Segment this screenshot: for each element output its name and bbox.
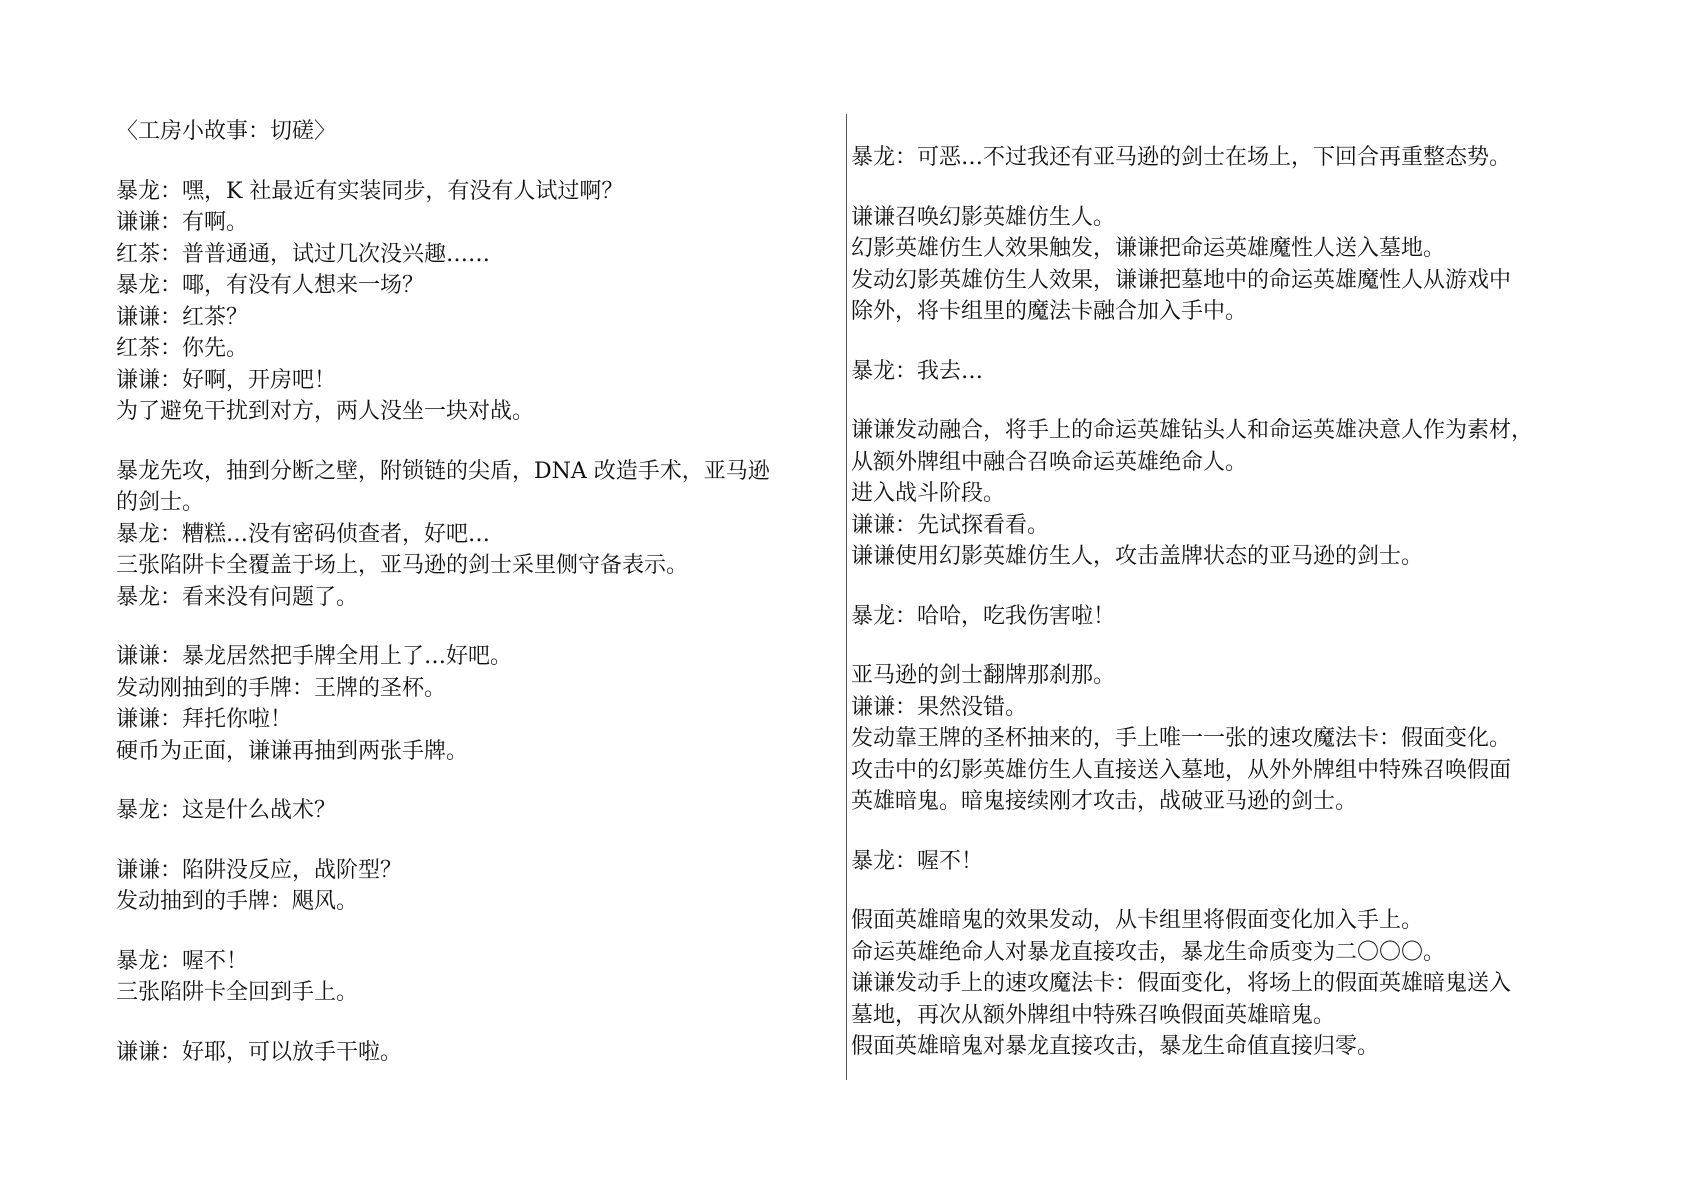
- left-text-line: 三张陷阱卡全覆盖于场上，亚马逊的剑士采里侧守备表示。: [116, 553, 689, 578]
- right-paragraph-gap: [851, 877, 1611, 905]
- left-text-line: 硬币为正面，谦谦再抽到两张手牌。: [116, 738, 469, 764]
- right-text-line: 暴龙：可恶…不过我还有亚马逊的剑士在场上，下回合再重整态势。: [851, 145, 1512, 170]
- right-paragraph-gap: [851, 328, 1611, 356]
- right-text-line: 亚马逊的剑士翻牌那刹那。: [851, 663, 1116, 688]
- right-text-line: 除外，将卡组里的魔法卡融合加入手中。: [851, 299, 1248, 324]
- left-text-line: 的剑士。: [116, 490, 205, 515]
- left-text-line: 发动刚抽到的手牌：王牌的圣杯。: [116, 675, 447, 701]
- left-paragraph-gap: [116, 1009, 836, 1037]
- column-divider: [846, 114, 847, 1080]
- right-text-line: 进入战斗阶段。: [851, 481, 1006, 506]
- right-text-line: 假面英雄暗鬼对暴龙直接攻击，暴龙生命值直接归零。: [851, 1034, 1380, 1059]
- right-column: [851, 142, 1611, 1063]
- left-paragraph-gap: [116, 613, 836, 641]
- left-paragraph-gap: [116, 767, 836, 795]
- right-text-line: 暴龙：我去…: [851, 358, 984, 384]
- right-paragraph-gap: [851, 387, 1611, 415]
- right-text-line: 假面英雄暗鬼的效果发动，从卡组里将假面变化加入手上。: [851, 908, 1424, 933]
- left-text-line: 发动抽到的手牌：飓风。: [116, 889, 359, 914]
- left-text-line: 暴龙：看来没有问题了。: [116, 584, 359, 610]
- left-paragraph-gap: [116, 918, 836, 946]
- left-text-line: 三张陷阱卡全回到手上。: [116, 980, 359, 1005]
- left-text-line: 暴龙：喔不！: [116, 948, 249, 974]
- right-paragraph-gap: [851, 174, 1611, 202]
- right-paragraph-gap: [851, 818, 1611, 846]
- right-text-line: 发动幻影英雄仿生人效果，谦谦把墓地中的命运英雄魔性人从游戏中: [851, 267, 1512, 293]
- right-text-line: 谦谦：先试探看看。: [851, 512, 1050, 538]
- right-text-line: 暴龙：喔不！: [851, 848, 984, 874]
- right-text-line: 攻击中的幻影英雄仿生人直接送入墓地，从外外牌组中特殊召唤假面: [851, 757, 1512, 783]
- left-text-line: 暴龙：嘿，K 社最近有实装同步，有没有人试过啊？: [116, 178, 624, 204]
- left-text-line: 谦谦：陷阱没反应，战阶型？: [116, 857, 403, 883]
- right-text-line: 命运英雄绝命人对暴龙直接攻击，暴龙生命质变为二〇〇〇。: [851, 939, 1446, 965]
- left-text-line: 暴龙先攻，抽到分断之壁，附锁链的尖盾，DNA 改造手术，亚马逊: [116, 458, 770, 484]
- left-text-line: 暴龙：糟糕…没有密码侦查者，好吧…: [116, 521, 491, 547]
- right-paragraph-gap: [851, 573, 1611, 601]
- right-text-line: 墓地，再次从额外牌组中特殊召唤假面英雄暗鬼。: [851, 1002, 1336, 1028]
- document-title: 〈工房小故事：切磋〉: [116, 119, 337, 144]
- left-text-line: 谦谦：好耶，可以放手干啦。: [116, 1039, 403, 1065]
- right-text-line: 英雄暗鬼。暗鬼接续刚才攻击，战破亚马逊的剑士。: [851, 789, 1358, 814]
- left-text-line: 谦谦：有啊。: [116, 210, 249, 235]
- right-text-line: 谦谦发动融合，将手上的命运英雄钻头人和命运英雄决意人作为素材，: [851, 418, 1534, 443]
- right-text-line: 谦谦发动手上的速攻魔法卡：假面变化，将场上的假面英雄暗鬼送入: [851, 971, 1512, 996]
- left-text-line: 暴龙：这是什么战术？: [116, 798, 337, 823]
- left-text-line: 谦谦：好啊，开房吧！: [116, 367, 337, 393]
- left-paragraph-gap: [116, 827, 836, 855]
- left-text-line: 红茶：普普通通，试过几次没兴趣……: [116, 241, 491, 267]
- right-text-line: 谦谦：果然没错。: [851, 694, 1028, 720]
- left-text-line: 谦谦：拜托你啦！: [116, 707, 293, 732]
- right-text-line: 发动靠王牌的圣杯抽来的，手上唯一一张的速攻魔法卡：假面变化。: [851, 726, 1512, 751]
- right-text-line: 谦谦使用幻影英雄仿生人，攻击盖牌状态的亚马逊的剑士。: [851, 544, 1424, 569]
- left-paragraph-gap: [116, 428, 836, 456]
- left-text-line: 红茶：你先。: [116, 336, 249, 361]
- left-text-line: 谦谦：暴龙居然把手牌全用上了…好吧。: [116, 644, 513, 669]
- left-paragraph-gap: [116, 148, 836, 176]
- right-text-line: 幻影英雄仿生人效果触发，谦谦把命运英雄魔性人送入墓地。: [851, 236, 1446, 261]
- right-text-line: 暴龙：哈哈，吃我伤害啦！: [851, 603, 1116, 629]
- right-text-line: 谦谦召唤幻影英雄仿生人。: [851, 204, 1116, 230]
- left-column: [116, 116, 836, 1068]
- left-text-line: 谦谦：红茶？: [116, 304, 249, 330]
- left-text-line: 为了避免干扰到对方，两人没坐一块对战。: [116, 399, 535, 424]
- right-paragraph-gap: [851, 632, 1611, 660]
- right-text-line: 从额外牌组中融合召唤命运英雄绝命人。: [851, 449, 1248, 475]
- left-text-line: 暴龙：㖿，有没有人想来一场？: [116, 273, 425, 298]
